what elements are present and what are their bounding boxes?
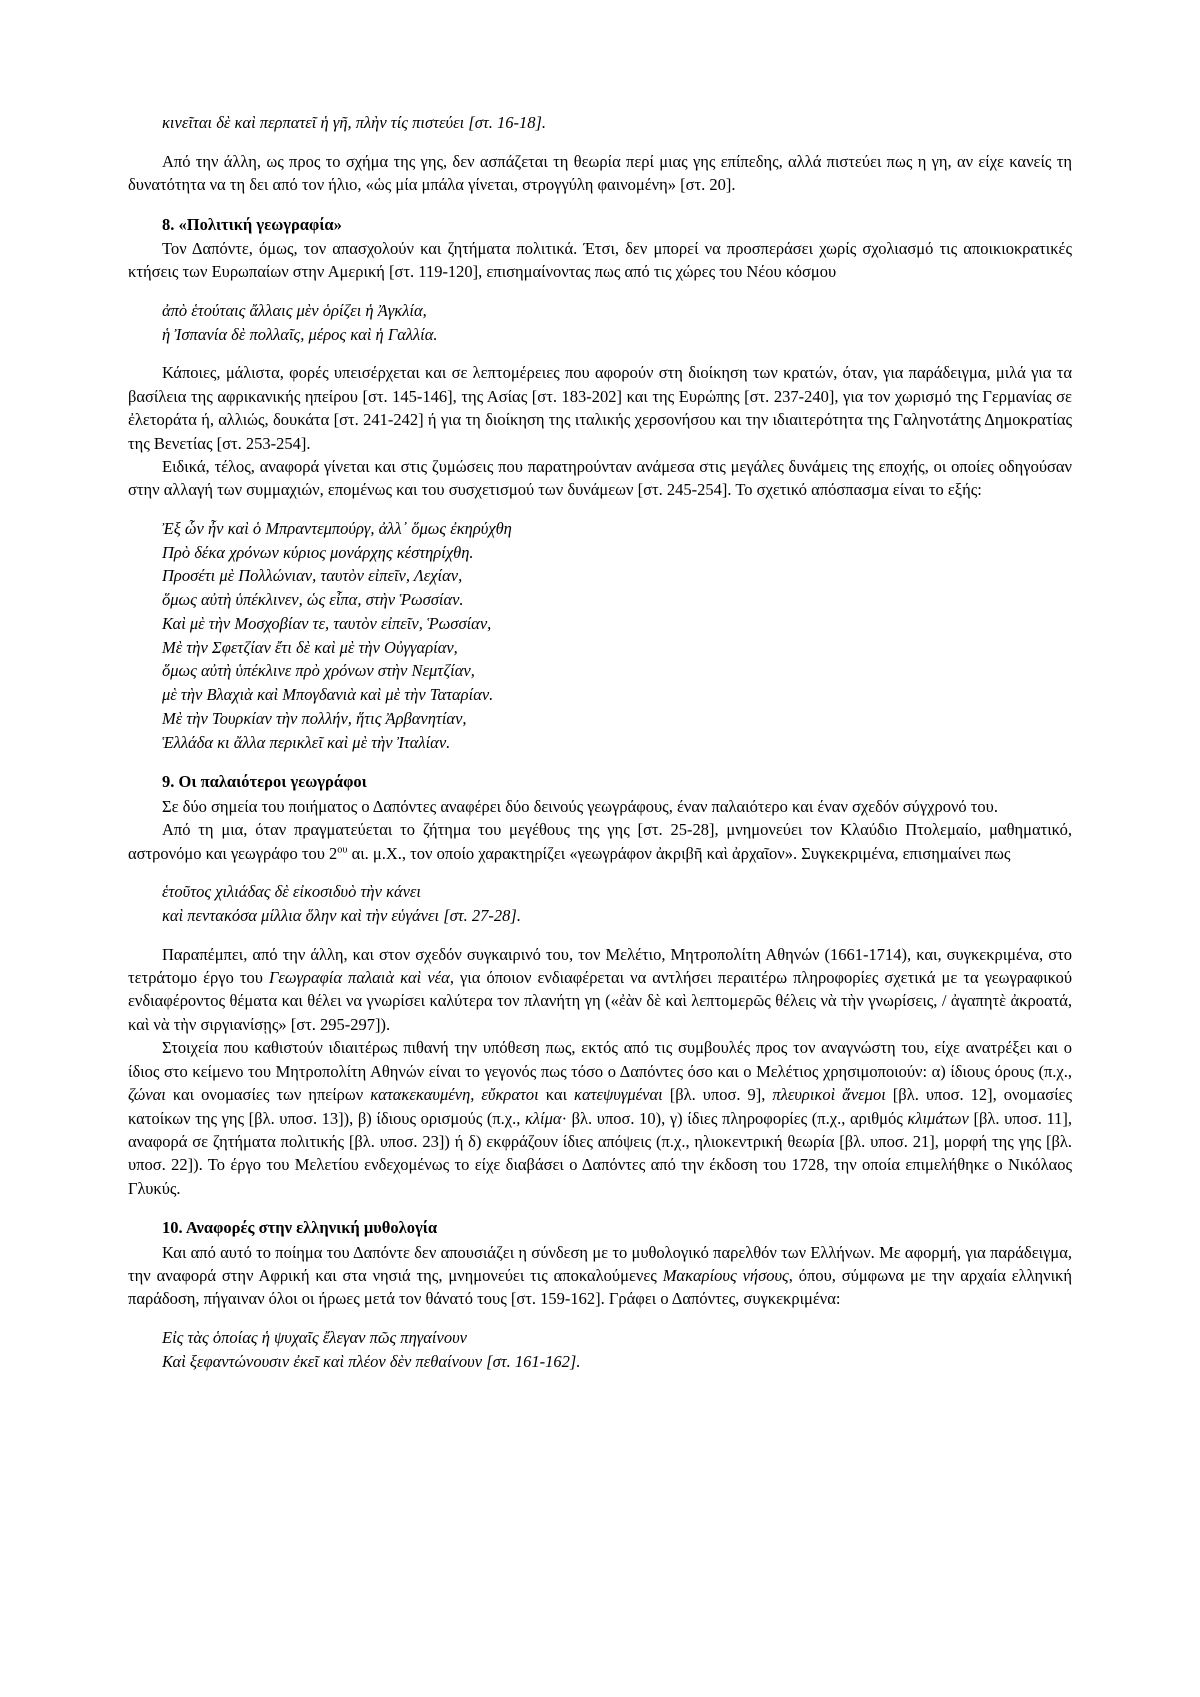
quote-verse-islands <box>128 1326 1072 1374</box>
paragraph-meletios: Παραπέμπει, από την άλλη, και στον σχεδόν συγκαιρινό του, τον Μελέτιο, Μητροπολίτη Αθηνών (1661-1714), και, συγκεκριμένα, στο τετράτομο έργο του Γεωγραφία παλαιὰ καὶ νέα, για όποιον ενδιαφέρεται να αντλήσει περαιτέρω πληροφορίες σχετικά με τα γεωγραφικού ενδιαφέροντος θέματα και θέλει να γνωρίσει καλύτερα τον πλανήτη γη («ἐὰν δὲ καὶ λεπτομερῶς θέλεις νὰ τὴν γνωρίσεις, / ἀγαπητὲ ἀκροατά, καὶ νὰ τὴν σιργιανίσῃς» [στ. 295-297]). <box>128 944 1073 1034</box>
quote-line: Εἰς τὰς ὁποίας ἡ ψυχαῖς ἔλεγαν πῶς πηγαίνουν <box>162 1327 467 1347</box>
paragraph-administration-details: Κάποιες, μάλιστα, φορές υπεισέρχεται και σε λεπτομέρειες που αφορούν στη διοίκηση των κρατών, όταν, για παράδειγμα, μιλά για τα βασίλεια της αφρικανικής ηπείρου [στ. 145-146], της Ασίας [στ. 183-202] και της Ευρώπης [στ. 237-240], για τον χωρισμό της Γερμανίας σε ἐλετοράτα ή, αλλιώς, δουκάτα [στ. 241-242] ή για τη διοίκηση της ιταλικής χερσονήσου και την ιδιαιτερότητα της Γαληνοτάτης Δημοκρατίας της Βενετίας [στ. 253-254]. <box>128 363 1072 453</box>
quote-verse-opening <box>128 111 1072 135</box>
paragraph-ptolemy: Από τη μια, όταν πραγματεύεται το ζήτημα του μεγέθους της γης [στ. 25-28], μνημονεύει τον Κλαύδιο Πτολεμαίο, μαθηματικό, αστρονόμο και γεωγράφο του $2^{o\upsilon}$ αι. μ.Χ., τον οποίο χαρακτηρίζει «γεωγράφον ἀκριβῆ καὶ ἀρχαῖον». Συγκεκριμένα, επισημαίνει πως <box>128 820 1072 863</box>
quote-line: καὶ πεντακόσα μίλλια ὅλην καὶ τὴν εὑγάνει [στ. 27-28]. <box>162 905 521 925</box>
quote-line: κινεῖται δὲ καὶ περπατεῖ ἡ γῆ, πλὴν τίς πιστεύει [στ. 16-18]. <box>162 113 547 132</box>
paragraph-earth-shape: Από την άλλη, ως προς το σχήμα της γης, δεν ασπάζεται τη θεωρία περί μιας γης επίπεδης, αλλά πιστεύει πως η γη, αν είχε κανείς τη δυνατότητα να τη δει από τον ήλιο, «ὡς μία μπάλα γίνεται, στρογγύλη φαινομένη» [στ. 20]. <box>128 151 1072 195</box>
paragraph-political-geography: Τον Δαπόντε, όμως, τον απασχολούν και ζητήματα πολιτικά. Έτσι, δεν μπορεί να προσπεράσει χωρίς σχολιασμό τις αποικιοκρατικές κτήσεις των Ευρωπαίων στην Αμερική [στ. 119-120], επισημαίνοντας πως από τις χώρες του Νέου κόσμου <box>128 239 1072 282</box>
quote-line: Καὶ ξεφαντώνουσιν ἐκεῖ καὶ πλέον δὲν πεθαίνουν [στ. 161-162]. <box>162 1351 581 1371</box>
paragraph-great-powers: Ειδικά, τέλος, αναφορά γίνεται και στις ζυμώσεις που παρατηρούνταν ανάμεσα στις μεγάλες δυνάμεις της εποχής, οι οποίες οδηγούσαν στην αλλαγή των συμμαχιών, επομένως και του συσχετισμού των δυνάμεων [στ. 245-254]. Το σχετικό απόσπασμα είναι το εξής: <box>128 457 1072 500</box>
quote-line: Καὶ μὲ τὴν Μοσχοβίαν τε, ταυτὸν εἰπεῖν, Ῥωσσίαν, <box>162 613 492 633</box>
quote-line: ἑτοῦτος χιλιάδας δὲ εἰκοσιδυὸ τὴν κάνει <box>162 882 422 902</box>
quote-line: μὲ τὴν Βλαχιὰ καὶ Μπογδανιὰ καὶ μὲ τὴν Ταταρίαν. <box>162 685 494 705</box>
quote-line: ὅμως αὐτὴ ὑπέκλινεν, ὡς εἶπα, στὴν Ῥωσσίαν. <box>162 590 464 610</box>
paragraph-mythology: Και από αυτό το ποίημα του Δαπόντε δεν απουσιάζει η σύνδεση με το μυθολογικό παρελθόν των Ελλήνων. Με αφορμή, για παράδειγμα, την αναφορά στην Αφρική και στα νησιά της, μνημονεύει τις αποκαλούμενες Μακαρίους νήσους, όπου, σύμφωνα με την αρχαία ελληνική παράδοση, πήγαιναν όλοι οι ήρωες μετά τον θάνατό τους [στ. 159-162]. Γράφει ο Δαπόντες, συγκεκριμένα: <box>128 1242 1072 1309</box>
paragraph-evidence-meletios: Στοιχεία που καθιστούν ιδιαιτέρως πιθανή την υπόθεση πως, εκτός από τις συμβουλές προς τον αναγνώστη του, είχε ανατρέξει και ο ίδιος στο κείμενο του Μητροπολίτη Αθηνών είναι το γεγονός πως τόσο ο Δαπόντες όσο και ο Μελέτιος χρησιμοποιούν: α) ίδιους όρους (π.χ., ζώναι και ονομασίες των ηπείρων κατακεκαυμένη, εὔκρατοι και κατεψυγμέναι [βλ. υποσ. 9], πλευρικοὶ ἄνεμοι [βλ. υποσ. 12], ονομασίες κατοίκων της γης [βλ. υποσ. 13]), β) ίδιους ορισμούς (π.χ., κλίμα· βλ. υποσ. 10), γ) ίδιες πληροφορίες (π.χ., αριθμός κλιμάτων [βλ. υποσ. 11], αναφορά σε ζητήματα πολιτικής [βλ. υποσ. 23]) ή δ) εκφράζουν ίδιες απόψεις (π.χ., ηλιοκεντρική θεωρία [βλ. υποσ. 21], μορφή της γης [βλ. υποσ. 22]). Το έργο του Μελετίου ενδεχομένως το είχε διαβάσει ο Δαπόντες από την έκδοση του 1728, την οποία επιμελήθηκε ο Νικόλαος Γλυκύς. <box>128 1038 1073 1198</box>
heading-section-10: 10. Αναφορές στην ελληνική μυθολογία <box>162 1218 438 1238</box>
quote-line: ὅμως αὐτὴ ὑπέκλινε πρὸ χρόνων στὴν Νεμτζίαν, <box>162 661 475 681</box>
quote-line: ἀπὸ ἑτούταις ἄλλαις μὲν ὁρίζει ἡ Ἀγκλία, <box>162 300 427 320</box>
quote-line: Μὲ τὴν Σφετζίαν ἔτι δὲ καὶ μὲ τὴν Οὐγγαρίαν, <box>162 637 458 657</box>
paragraph-two-geographers: Σε δύο σημεία του ποιήματος ο Δαπόντες αναφέρει δύο δεινούς γεωγράφους, έναν παλαιότερο και έναν σχεδόν σύγχρονό του. <box>162 796 998 816</box>
heading-section-9: 9. Οι παλαιότεροι γεωγράφοι <box>162 772 367 792</box>
quote-verse-brandenburg <box>128 517 1072 755</box>
quote-line: Ἐξ ὧν ἦν καὶ ὁ Μπραντεμπούργ, ἀλλ᾽ ὅμως ἐκηρύχθη <box>162 518 512 538</box>
quote-line: Πρὸ δέκα χρόνων κύριος μονάρχης κέστηρίχθη. <box>162 542 474 562</box>
quote-line: Προσέτι μὲ Πολλώνιαν, ταυτὸν εἰπεῖν, Λεχίαν, <box>162 566 463 586</box>
quote-verse-colonies <box>128 299 1072 347</box>
quote-verse-miles <box>128 880 1072 928</box>
document-body <box>128 111 1072 1373</box>
quote-line: Ἑλλάδα κι ἄλλα περικλεῖ καὶ μὲ τὴν Ἰταλίαν. <box>162 732 451 752</box>
quote-line: Μὲ τὴν Τουρκίαν τὴν πολλήν, ἥτις Ἀρβανητίαν, <box>162 708 467 728</box>
quote-line: ἡ Ἰσπανία δὲ πολλαῖς, μέρος καὶ ἡ Γαλλία. <box>162 324 438 344</box>
heading-section-8: 8. «Πολιτική γεωγραφία» <box>162 214 342 234</box>
